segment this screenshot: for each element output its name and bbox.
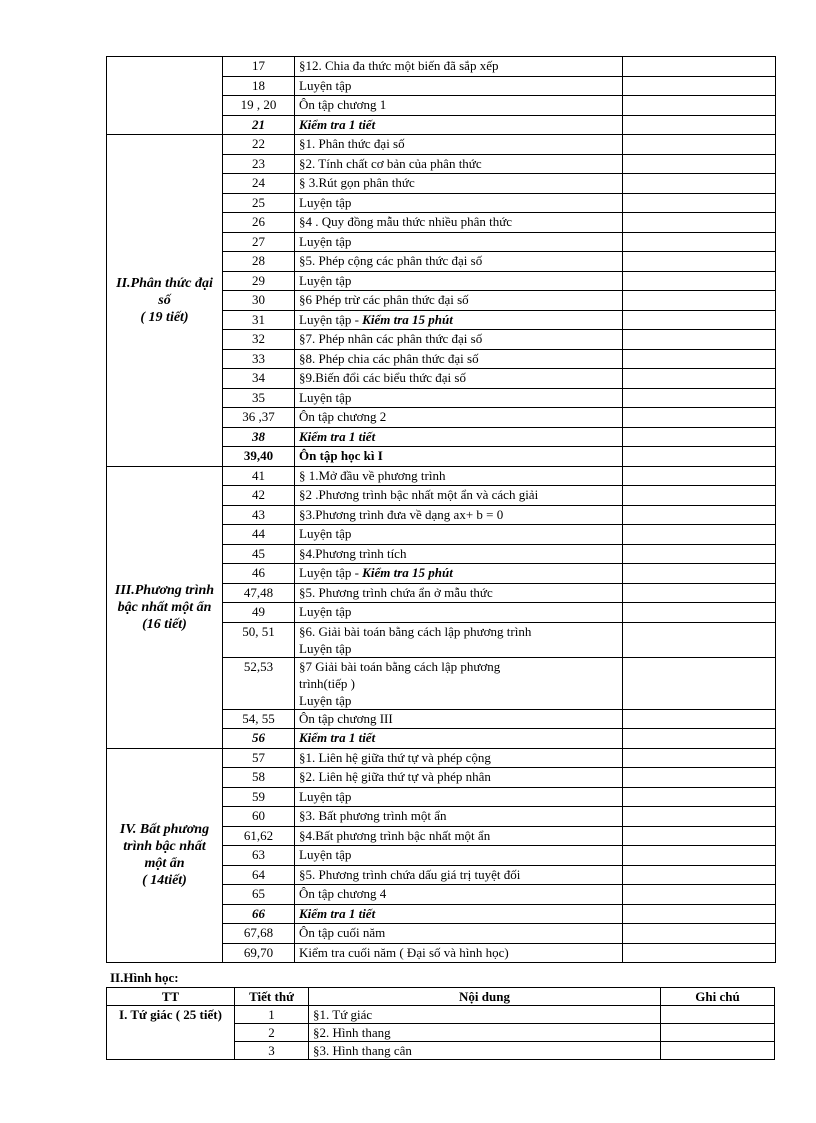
lesson-content-cell bbox=[295, 544, 623, 564]
notes-cell bbox=[623, 486, 776, 506]
lesson-number-cell: 24 bbox=[223, 174, 295, 194]
quiz-label: Kiểm tra 15 phút bbox=[362, 565, 453, 580]
lesson-number-cell: 49 bbox=[223, 603, 295, 623]
table-row bbox=[107, 748, 776, 768]
lesson-number-cell: 56 bbox=[223, 729, 295, 749]
notes-cell bbox=[623, 57, 776, 77]
lesson-number-cell: 21 bbox=[223, 115, 295, 135]
lesson-number-cell: 34 bbox=[223, 369, 295, 389]
notes-cell bbox=[623, 96, 776, 116]
notes-cell bbox=[623, 505, 776, 525]
lesson-content-cell bbox=[295, 748, 623, 768]
notes-cell bbox=[623, 193, 776, 213]
lesson-content-text: Luyện tập bbox=[299, 272, 352, 288]
lesson-content-text: Luyện tập bbox=[299, 233, 352, 249]
notes-cell bbox=[623, 447, 776, 467]
lesson-content-cell bbox=[295, 657, 623, 709]
lesson-content-cell bbox=[295, 943, 623, 963]
notes-cell bbox=[623, 408, 776, 428]
notes-cell bbox=[661, 1024, 775, 1042]
lesson-content-cell bbox=[295, 787, 623, 807]
lesson-content-text: Luyện tập - bbox=[299, 311, 363, 327]
lesson-content-text: Kiểm tra 1 tiết bbox=[299, 905, 376, 921]
lesson-content-cell bbox=[295, 427, 623, 447]
lesson-number-cell: 26 bbox=[223, 213, 295, 233]
notes-cell bbox=[623, 135, 776, 155]
lesson-content-text: Kiểm tra cuối năm ( Đại số và hình học) bbox=[299, 944, 509, 960]
lesson-content-text: Luyện tập bbox=[299, 788, 352, 804]
notes-cell bbox=[661, 1042, 775, 1060]
lesson-number-cell: 64 bbox=[223, 865, 295, 885]
notes-cell bbox=[623, 846, 776, 866]
lesson-number-cell: 25 bbox=[223, 193, 295, 213]
chapter-title-cell: III.Phương trình bậc nhất một ẩn (16 tiết) bbox=[107, 466, 223, 748]
geometry-heading: II.Hình học: bbox=[110, 970, 179, 985]
lesson-content-cell bbox=[295, 408, 623, 428]
lesson-content-cell bbox=[295, 846, 623, 866]
lesson-content-cell bbox=[295, 807, 623, 827]
notes-cell bbox=[623, 349, 776, 369]
lesson-content-cell bbox=[295, 349, 623, 369]
lesson-content-text: Luyện tập bbox=[299, 194, 352, 210]
lesson-content-cell bbox=[295, 369, 623, 389]
lesson-content-text: Ôn tập chương 1 bbox=[299, 97, 387, 112]
lesson-number-cell: 30 bbox=[223, 291, 295, 311]
table-header-row bbox=[107, 988, 775, 1006]
lesson-content-text: §1. Liên hệ giữa thứ tự và phép cộng bbox=[299, 749, 491, 765]
lesson-content-text: §7 Giải bài toán bằng cách lập phương trình(tiếp ) Luyện tập bbox=[299, 658, 501, 708]
lesson-content-cell bbox=[295, 115, 623, 135]
lesson-number-cell: 54, 55 bbox=[223, 709, 295, 729]
table-row bbox=[107, 57, 776, 77]
lesson-content-text: §4.Bất phương trình bậc nhất một ẩn bbox=[299, 827, 491, 843]
lesson-content-text: §5. Phép cộng các phân thức đại số bbox=[299, 253, 483, 268]
notes-cell bbox=[623, 525, 776, 545]
lesson-number-cell: 33 bbox=[223, 349, 295, 369]
lesson-number-cell: 46 bbox=[223, 564, 295, 584]
lesson-content-text: §3. Bất phương trình một ẩn bbox=[299, 808, 447, 823]
lesson-content-cell bbox=[295, 330, 623, 350]
lesson-number-cell: 3 bbox=[235, 1042, 309, 1060]
chapter-title-cell: II.Phân thức đại số ( 19 tiết) bbox=[107, 135, 223, 467]
notes-cell bbox=[623, 232, 776, 252]
lesson-content-cell bbox=[295, 729, 623, 749]
lesson-content-cell bbox=[295, 486, 623, 506]
lesson-content-cell bbox=[295, 135, 623, 155]
lesson-content-cell bbox=[295, 447, 623, 467]
lesson-number-cell: 28 bbox=[223, 252, 295, 272]
notes-cell bbox=[623, 622, 776, 657]
lesson-number-cell: 38 bbox=[223, 427, 295, 447]
lesson-content-cell bbox=[295, 525, 623, 545]
quiz-label: Kiểm tra 15 phút bbox=[362, 311, 453, 327]
lesson-content-cell bbox=[295, 193, 623, 213]
lesson-content-text: §12. Chia đa thức một biến đã sắp xếp bbox=[299, 58, 499, 73]
notes-cell bbox=[623, 369, 776, 389]
lesson-number-cell: 47,48 bbox=[223, 583, 295, 603]
lesson-content-text: Ôn tập chương 4 bbox=[299, 886, 387, 901]
lesson-content-cell bbox=[295, 885, 623, 905]
notes-cell bbox=[623, 252, 776, 272]
lesson-number-cell: 19 , 20 bbox=[223, 96, 295, 116]
lesson-content-text: Luyện tập bbox=[299, 604, 352, 619]
lesson-content-text: Kiểm tra 1 tiết bbox=[299, 428, 376, 444]
header-content: Nội dung bbox=[309, 988, 661, 1006]
lesson-content-cell bbox=[295, 57, 623, 77]
chapter-title-cell: I. Tứ giác ( 25 tiết) bbox=[107, 1006, 235, 1060]
lesson-number-cell: 35 bbox=[223, 388, 295, 408]
lesson-content-text: §4 . Quy đồng mẫu thức nhiều phân thức bbox=[299, 214, 513, 229]
notes-cell bbox=[623, 865, 776, 885]
notes-cell bbox=[623, 709, 776, 729]
lesson-content-cell: §3. Hình thang cân bbox=[309, 1042, 661, 1060]
lesson-content-cell: §1. Tứ giác bbox=[309, 1006, 661, 1024]
lesson-number-cell: 43 bbox=[223, 505, 295, 525]
lesson-number-cell: 22 bbox=[223, 135, 295, 155]
lesson-content-text: §5. Phương trình chứa dấu giá trị tuyệt đối bbox=[299, 866, 521, 882]
lesson-content-cell bbox=[295, 505, 623, 525]
notes-cell bbox=[623, 768, 776, 788]
lesson-content-text: Ôn tập chương III bbox=[299, 710, 393, 726]
lesson-number-cell: 36 ,37 bbox=[223, 408, 295, 428]
geometry-syllabus-table bbox=[106, 987, 775, 1060]
lesson-content-text: Ôn tập chương 2 bbox=[299, 409, 387, 424]
notes-cell bbox=[623, 729, 776, 749]
lesson-content-cell bbox=[295, 291, 623, 311]
notes-cell bbox=[623, 271, 776, 291]
notes-cell bbox=[623, 213, 776, 233]
lesson-number-cell: 66 bbox=[223, 904, 295, 924]
chapter-title-cell bbox=[107, 57, 223, 135]
lesson-content-cell bbox=[295, 622, 623, 657]
lesson-number-cell: 63 bbox=[223, 846, 295, 866]
notes-cell bbox=[623, 76, 776, 96]
lesson-content-cell bbox=[295, 924, 623, 944]
notes-cell bbox=[623, 154, 776, 174]
notes-cell bbox=[623, 807, 776, 827]
notes-cell bbox=[623, 924, 776, 944]
lesson-content-text: § 1.Mở đầu về phương trình bbox=[299, 467, 446, 483]
header-notes: Ghi chú bbox=[661, 988, 775, 1006]
lesson-content-cell bbox=[295, 310, 623, 330]
lesson-number-cell: 39,40 bbox=[223, 447, 295, 467]
notes-cell bbox=[623, 657, 776, 709]
lesson-number-cell: 52,53 bbox=[223, 657, 295, 709]
lesson-content-cell bbox=[295, 583, 623, 603]
lesson-content-text: §2 .Phương trình bậc nhất một ẩn và cách giải bbox=[299, 487, 539, 502]
lesson-content-text: Kiểm tra 1 tiết bbox=[299, 116, 376, 132]
lesson-content-text: Ôn tập cuối năm bbox=[299, 925, 386, 940]
lesson-number-cell: 17 bbox=[223, 57, 295, 77]
notes-cell bbox=[623, 388, 776, 408]
notes-cell bbox=[623, 427, 776, 447]
lesson-content-text: Kiểm tra 1 tiết bbox=[299, 730, 376, 745]
lesson-content-text: §2. Liên hệ giữa thứ tự và phép nhân bbox=[299, 769, 491, 784]
notes-cell bbox=[623, 310, 776, 330]
lesson-content-cell bbox=[295, 768, 623, 788]
lesson-content-cell bbox=[295, 466, 623, 486]
lesson-content-text: Luyện tập - bbox=[299, 565, 363, 580]
lesson-number-cell: 60 bbox=[223, 807, 295, 827]
lesson-content-text: §2. Tính chất cơ bản của phân thức bbox=[299, 155, 482, 171]
lesson-number-cell: 61,62 bbox=[223, 826, 295, 846]
lesson-number-cell: 58 bbox=[223, 768, 295, 788]
lesson-number-cell: 67,68 bbox=[223, 924, 295, 944]
header-tt: TT bbox=[107, 988, 235, 1006]
lesson-content-text: §6. Giải bài toán bằng cách lập phương trình Luyện tập bbox=[299, 623, 532, 656]
lesson-content-cell bbox=[295, 388, 623, 408]
notes-cell bbox=[623, 943, 776, 963]
notes-cell bbox=[623, 115, 776, 135]
lesson-number-cell: 44 bbox=[223, 525, 295, 545]
lesson-number-cell: 57 bbox=[223, 748, 295, 768]
lesson-content-cell bbox=[295, 709, 623, 729]
table-row bbox=[107, 466, 776, 486]
header-lesson-number: Tiết thứ bbox=[235, 988, 309, 1006]
notes-cell bbox=[623, 826, 776, 846]
chapter-title-cell: IV. Bất phương trình bậc nhất một ẩn ( 14tiết) bbox=[107, 748, 223, 963]
lesson-content-cell bbox=[295, 213, 623, 233]
lesson-number-cell: 42 bbox=[223, 486, 295, 506]
table-row bbox=[107, 1006, 775, 1024]
notes-cell bbox=[623, 885, 776, 905]
lesson-number-cell: 32 bbox=[223, 330, 295, 350]
lesson-content-cell bbox=[295, 271, 623, 291]
lesson-number-cell: 65 bbox=[223, 885, 295, 905]
notes-cell bbox=[623, 583, 776, 603]
notes-cell bbox=[623, 748, 776, 768]
lesson-content-text: §3.Phương trình đưa về dạng ax+ b = 0 bbox=[299, 506, 504, 522]
notes-cell bbox=[623, 603, 776, 623]
lesson-content-cell bbox=[295, 904, 623, 924]
lesson-content-text: §4.Phương trình tích bbox=[299, 545, 407, 561]
lesson-content-cell bbox=[295, 76, 623, 96]
notes-cell bbox=[623, 330, 776, 350]
lesson-content-text: §1. Phân thức đại số bbox=[299, 136, 405, 151]
lesson-number-cell: 45 bbox=[223, 544, 295, 564]
lesson-content-text: Luyện tập bbox=[299, 526, 352, 541]
lesson-number-cell: 69,70 bbox=[223, 943, 295, 963]
lesson-content-text: §6 Phép trừ các phân thức đại số bbox=[299, 292, 469, 307]
notes-cell bbox=[661, 1006, 775, 1024]
lesson-number-cell: 2 bbox=[235, 1024, 309, 1042]
algebra-syllabus-table bbox=[106, 56, 776, 963]
lesson-content-text: §9.Biến đổi các biểu thức đại số bbox=[299, 370, 466, 385]
lesson-number-cell: 59 bbox=[223, 787, 295, 807]
lesson-content-text: §8. Phép chia các phân thức đại số bbox=[299, 350, 479, 366]
notes-cell bbox=[623, 564, 776, 584]
lesson-number-cell: 31 bbox=[223, 310, 295, 330]
lesson-content-text: Luyện tập bbox=[299, 389, 352, 405]
lesson-content-cell bbox=[295, 154, 623, 174]
lesson-number-cell: 18 bbox=[223, 76, 295, 96]
lesson-content-cell bbox=[295, 865, 623, 885]
lesson-content-text: §7. Phép nhân các phân thức đại số bbox=[299, 331, 483, 346]
lesson-number-cell: 1 bbox=[235, 1006, 309, 1024]
lesson-content-text: § 3.Rút gọn phân thức bbox=[299, 175, 415, 190]
notes-cell bbox=[623, 174, 776, 194]
lesson-content-cell bbox=[295, 252, 623, 272]
lesson-content-cell bbox=[295, 564, 623, 584]
notes-cell bbox=[623, 544, 776, 564]
table-row bbox=[107, 135, 776, 155]
lesson-number-cell: 29 bbox=[223, 271, 295, 291]
lesson-content-text: Ôn tập học kì I bbox=[299, 448, 383, 463]
notes-cell bbox=[623, 787, 776, 807]
lesson-content-text: Luyện tập bbox=[299, 77, 352, 93]
lesson-content-cell: §2. Hình thang bbox=[309, 1024, 661, 1042]
lesson-number-cell: 41 bbox=[223, 466, 295, 486]
lesson-content-cell bbox=[295, 174, 623, 194]
lesson-number-cell: 23 bbox=[223, 154, 295, 174]
lesson-content-text: §5. Phương trình chứa ẩn ở mẫu thức bbox=[299, 584, 493, 600]
lesson-content-cell bbox=[295, 232, 623, 252]
lesson-content-cell bbox=[295, 603, 623, 623]
notes-cell bbox=[623, 904, 776, 924]
lesson-content-text: Luyện tập bbox=[299, 847, 352, 862]
lesson-content-cell bbox=[295, 826, 623, 846]
lesson-content-cell bbox=[295, 96, 623, 116]
lesson-number-cell: 50, 51 bbox=[223, 622, 295, 657]
lesson-number-cell: 27 bbox=[223, 232, 295, 252]
notes-cell bbox=[623, 291, 776, 311]
notes-cell bbox=[623, 466, 776, 486]
